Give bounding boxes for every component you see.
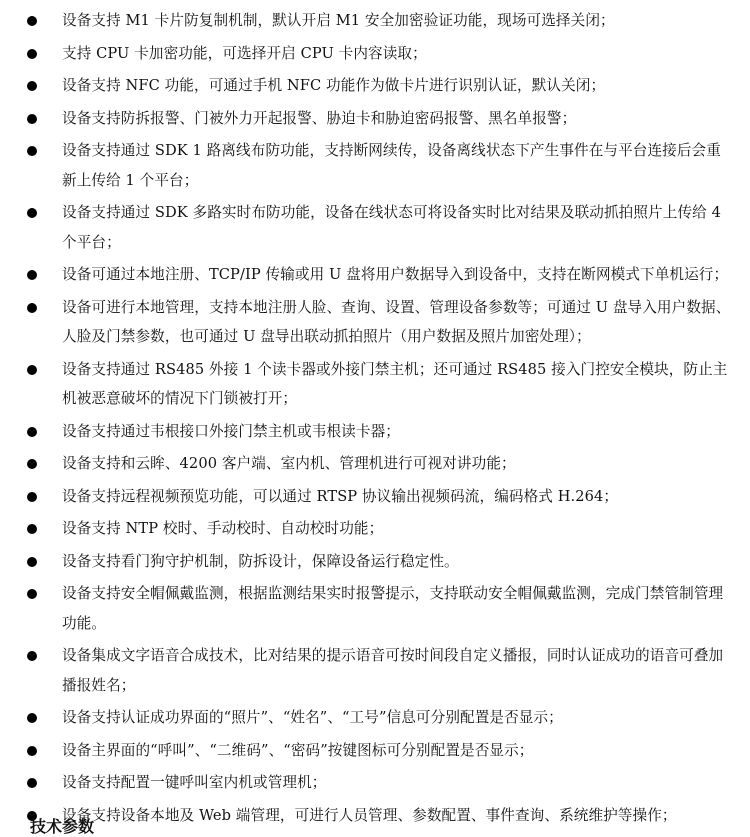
list-item-text: 设备支持安全帽佩戴监测，根据监测结果实时报警提示，支持联动安全帽佩戴监测，完成门禁管制管理功能。 [62, 585, 724, 632]
list-item-text: 设备支持 NTP 校时、手动校时、自动校时功能； [62, 520, 384, 537]
list-item [0, 39, 750, 69]
bullet-icon [27, 713, 37, 723]
list-item-text: 设备可通过本地注册、TCP/IP 传输或用 U 盘将用户数据导入到设备中，支持在断网模式下单机运行； [62, 266, 729, 283]
bullet-icon [27, 208, 37, 218]
list-item [0, 260, 750, 290]
list-item [0, 355, 750, 414]
list-item [0, 641, 750, 700]
feature-list [0, 6, 750, 833]
list-item [0, 198, 750, 257]
bullet-icon [27, 114, 37, 124]
bullet-icon [27, 81, 37, 91]
list-item [0, 104, 750, 134]
list-item-text: 设备支持看门狗守护机制，防拆设计，保障设备运行稳定性。 [62, 552, 459, 570]
list-item [0, 293, 750, 352]
bullet-icon [27, 492, 37, 502]
bullet-icon [27, 778, 37, 788]
bullet-icon [27, 303, 37, 313]
list-item [0, 547, 750, 577]
bullet-icon [27, 427, 37, 437]
list-item-text: 设备主界面的“呼叫”、“二维码”、“密码”按键图标可分别配置是否显示； [62, 741, 534, 759]
list-item-text: 设备支持配置一键呼叫室内机或管理机； [62, 774, 327, 791]
list-item-text: 设备支持 M1 卡片防复制机制，默认开启 M1 安全加密验证功能，现场可选择关闭； [62, 12, 615, 29]
list-item-text: 设备支持防拆报警、门被外力开起报警、胁迫卡和胁迫密码报警、黑名单报警； [62, 109, 577, 127]
list-item [0, 6, 750, 36]
list-item-text: 设备支持通过韦根接口外接门禁主机或韦根读卡器； [62, 422, 400, 440]
bullet-icon [27, 459, 37, 469]
list-item [0, 801, 750, 831]
bullet-icon [27, 49, 37, 59]
list-item-text: 设备支持认证成功界面的“照片”、“姓名”、“工号”信息可分别配置是否显示； [62, 709, 563, 726]
bullet-icon [27, 146, 37, 156]
list-item [0, 136, 750, 195]
list-item [0, 482, 750, 512]
section-heading: 技术参数 [30, 817, 95, 836]
bullet-icon [27, 589, 37, 599]
list-item-text: 设备支持通过 SDK 1 路离线布防功能，支持断网续传，设备离线状态下产生事件在与平台连接后会重新上传给 1 个平台； [62, 142, 721, 189]
list-item-text: 设备可进行本地管理，支持本地注册人脸、查询、设置、管理设备参数等；可通过 U 盘导入用户数据、人脸及门禁参数，也可通过 U 盘导出联动抓拍照片（用户数据及照片加密处理）； [62, 298, 731, 345]
bullet-icon [27, 524, 37, 534]
bullet-icon [27, 365, 37, 375]
bullet-icon [27, 270, 37, 280]
list-item-text: 设备支持通过 SDK 多路实时布防功能，设备在线状态可将设备实时比对结果及联动抓拍照片上传给 4 个平台； [62, 204, 721, 251]
list-item-text: 设备集成文字语音合成技术，比对结果的提示语音可按时间段自定义播报，同时认证成功的语音可叠加播报姓名； [62, 647, 724, 694]
list-item [0, 514, 750, 544]
list-item-text: 设备支持设备本地及 Web 端管理，可进行人员管理、参数配置、事件查询、系统维护等操作； [62, 806, 677, 824]
list-item [0, 736, 750, 766]
bullet-icon [27, 651, 37, 661]
bullet-icon [27, 16, 37, 26]
list-item [0, 579, 750, 638]
list-item [0, 768, 750, 798]
bullet-icon [27, 557, 37, 567]
list-item-text: 设备支持 NFC 功能，可通过手机 NFC 功能作为做卡片进行识别认证，默认关闭； [62, 77, 606, 94]
list-item [0, 703, 750, 733]
list-item-text: 设备支持和云眸、4200 客户端、室内机、管理机进行可视对讲功能； [62, 455, 516, 472]
list-item [0, 449, 750, 479]
list-item-text: 设备支持远程视频预览功能，可以通过 RTSP 协议输出视频码流，编码格式 H.264； [62, 487, 619, 505]
list-item-text: 支持 CPU 卡加密功能，可选择开启 CPU 卡内容读取； [62, 44, 427, 62]
bullet-icon [27, 746, 37, 756]
list-item [0, 417, 750, 447]
list-item-text: 设备支持通过 RS485 外接 1 个读卡器或外接门禁主机；还可通过 RS485 接入门控安全模块，防止主机被恶意破坏的情况下门锁被打开； [62, 360, 728, 407]
list-item [0, 71, 750, 101]
